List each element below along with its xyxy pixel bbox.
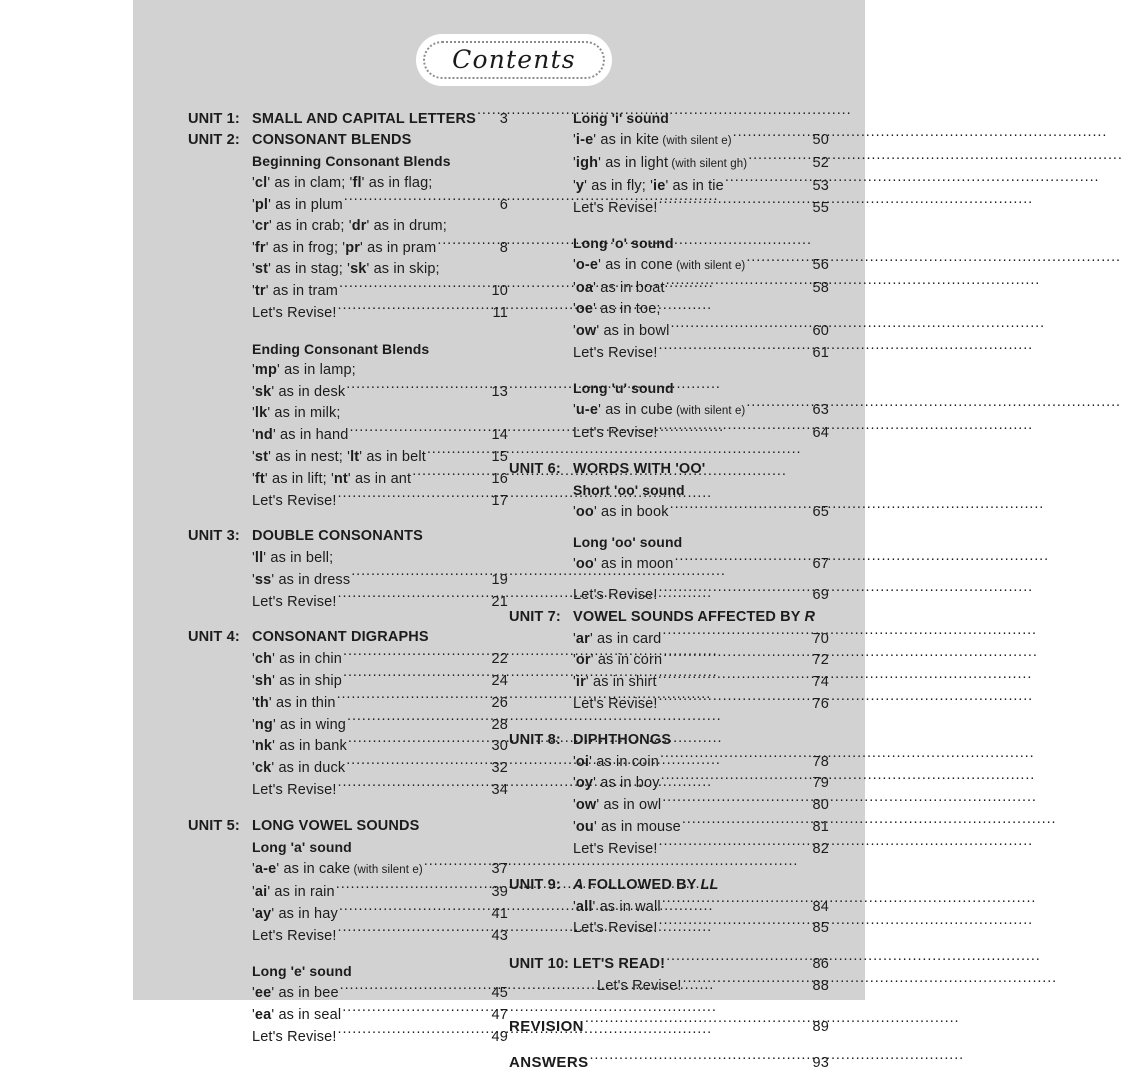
entry-text: 'ir' as in shirt: [573, 674, 657, 691]
page-number: 28: [491, 716, 508, 733]
page-number: 88: [812, 978, 829, 995]
spacer: [509, 219, 829, 233]
toc-unit-row[interactable]: [188, 130, 508, 151]
dot-leader: [346, 381, 490, 396]
page-number: 15: [491, 449, 508, 466]
unit-label: UNIT 4:: [188, 628, 240, 645]
page-number: 61: [812, 345, 829, 362]
toc-unit-row[interactable]: [509, 459, 829, 480]
dot-leader: [659, 343, 812, 358]
page-number: 52: [812, 154, 829, 171]
toc-entry-row[interactable]: [509, 918, 829, 940]
entry-text: 'll' as in bell;: [252, 549, 334, 566]
toc-unit-row[interactable]: [188, 816, 508, 837]
toc-major-row[interactable]: [509, 1016, 829, 1038]
entry-row-body: [573, 554, 829, 576]
page-number: 39: [491, 883, 508, 900]
toc-column-right: [509, 108, 829, 1074]
dot-leader: [337, 692, 491, 707]
page-number: 76: [812, 696, 829, 713]
dot-leader: [659, 585, 812, 600]
entry-text: 'sh' as in ship: [252, 672, 343, 689]
entry-text: 'ou' as in mouse: [573, 819, 681, 836]
entry-note: (with silent e): [672, 259, 746, 272]
unit-label: UNIT 7:: [509, 608, 561, 625]
unit-label: UNIT 2:: [188, 131, 240, 148]
dot-leader: [659, 694, 812, 709]
dot-leader: [427, 447, 491, 462]
toc-entry-row[interactable]: [188, 780, 508, 802]
sound-group-heading: Long 'e' sound: [252, 963, 352, 980]
dot-leader: [682, 817, 812, 832]
toc-entry-row[interactable]: [509, 976, 829, 998]
dot-leader: [342, 1004, 490, 1019]
dot-leader: [670, 502, 812, 517]
page-number: 26: [491, 694, 508, 711]
entry-note: (with silent e): [350, 864, 423, 876]
entry-text: 'ai' as in rain: [252, 883, 335, 900]
entry-text: 'ee' as in bee: [252, 985, 339, 1002]
dot-leader: [666, 277, 812, 292]
unit-label: UNIT 10:: [509, 956, 569, 973]
unit-row-body: [252, 108, 508, 130]
unit-row-body: [252, 816, 508, 837]
entry-text: 'oa' as in boat: [573, 279, 665, 296]
sound-group-heading: Ending Consonant Blends: [252, 340, 430, 357]
page-number: 11: [492, 305, 508, 322]
entry-row-body: [573, 343, 829, 365]
toc-entry-row[interactable]: [188, 591, 508, 613]
unit-title: SMALL AND CAPITAL LETTERS: [252, 110, 476, 127]
unit-title: VOWEL SOUNDS AFFECTED BY R: [573, 608, 816, 625]
unit-label: UNIT 3:: [188, 528, 240, 545]
page-number: 43: [491, 927, 508, 944]
entry-text: 'ck' as in duck: [252, 760, 346, 777]
page-number: 17: [491, 492, 508, 509]
dot-leader: [662, 896, 812, 911]
dot-leader: [347, 714, 490, 729]
entry-note: (with silent e): [659, 134, 732, 147]
entry-text: 'oo' as in moon: [573, 556, 674, 573]
page-number: 58: [812, 279, 829, 296]
page-number: 3: [499, 110, 508, 127]
page-number: 53: [812, 177, 829, 194]
entry-text: Let's Revise!: [252, 593, 337, 610]
spacer: [188, 802, 508, 816]
dot-leader: [339, 281, 491, 296]
dot-leader: [338, 303, 492, 318]
major-section-title: ANSWERS: [509, 1054, 589, 1072]
page-number: 50: [812, 131, 829, 148]
page-number: 14: [491, 427, 508, 444]
page-number: 13: [491, 383, 508, 400]
spacer: [188, 325, 508, 339]
page-number: 19: [491, 571, 508, 588]
unit-label: UNIT 9:: [509, 876, 561, 893]
dot-leader: [339, 903, 491, 918]
page-number: 41: [491, 905, 508, 922]
entry-note: (with silent gh): [668, 157, 748, 170]
dot-leader: [338, 1026, 491, 1041]
major-section-title: REVISION: [509, 1017, 584, 1035]
entry-text: 'i-e' as in kite: [573, 131, 660, 148]
page-title: Contents: [452, 44, 576, 74]
unit-row-body: [573, 459, 829, 480]
page-number: 55: [812, 199, 829, 216]
unit-label: UNIT 8:: [509, 731, 561, 748]
entry-text: 'sk' as in desk: [252, 383, 346, 400]
toc-entry-row[interactable]: [509, 197, 829, 219]
page-number: 70: [812, 630, 829, 647]
toc-entry-row[interactable]: [188, 303, 508, 325]
sound-group-heading: Beginning Consonant Blends: [252, 153, 451, 170]
entry-row-body: [573, 918, 829, 940]
toc-entry-row[interactable]: [509, 585, 829, 607]
page-number: 8: [499, 239, 508, 256]
page-number: 21: [491, 593, 508, 610]
unit-title: LONG VOWEL SOUNDS: [252, 817, 420, 834]
toc-subheading-row: [188, 339, 508, 360]
contents-title-pill: [416, 34, 612, 86]
entry-text: Let's Revise!: [252, 782, 337, 799]
dot-leader: [412, 469, 490, 484]
page-number: 78: [812, 753, 829, 770]
toc-entry-row[interactable]: [509, 277, 829, 299]
entry-text: 'nd' as in hand: [252, 427, 349, 444]
entry-row-body: [573, 502, 829, 524]
entry-text: Let's Revise!: [252, 305, 337, 322]
dot-leader: [346, 758, 490, 773]
unit-title: DIPHTHONGS: [573, 731, 672, 748]
major-row-body: [509, 1016, 829, 1038]
entry-row-body: [573, 694, 829, 716]
page-number: 6: [499, 196, 508, 213]
entry-text: 'st' as in stag; 'sk' as in skip;: [252, 261, 440, 278]
unit-title: A FOLLOWED BY LL: [573, 876, 719, 893]
dot-leader: [349, 425, 490, 440]
spacer: [188, 613, 508, 627]
page-number: 10: [491, 283, 508, 300]
page-number: 65: [812, 504, 829, 520]
unit-row-body: [252, 526, 508, 547]
page-number: 67: [812, 556, 829, 573]
entry-text: 'or' as in corn: [573, 652, 663, 669]
entry-text: 'ft' as in lift; 'nt' as in ant: [252, 471, 412, 487]
dot-leader: [674, 554, 811, 569]
entry-row-body: [252, 194, 508, 216]
entry-text: 'ay' as in hay: [252, 905, 338, 922]
entry-text: Let's Revise!: [252, 927, 337, 944]
entry-text: Let's Revise!: [573, 425, 658, 442]
entry-text: 'all' as in wall: [573, 898, 661, 915]
page-number: 47: [491, 1006, 508, 1023]
entry-row-body: [252, 591, 508, 613]
entry-text: 'th' as in thin: [252, 694, 336, 711]
page-number: 49: [491, 1028, 508, 1045]
unit-title: WORDS WITH 'OO': [573, 460, 706, 477]
unit-title: LET'S READ!: [573, 956, 666, 973]
dot-leader: [343, 670, 490, 685]
entry-text: 'ng' as in wing: [252, 716, 347, 733]
table-of-contents: [133, 108, 865, 1072]
page-number: 93: [812, 1055, 829, 1072]
toc-entry-row[interactable]: [188, 1026, 508, 1048]
page-number: 22: [491, 650, 508, 667]
entry-text: 'o-e' as in cone: [573, 256, 673, 273]
dot-leader: [343, 648, 490, 663]
page-number: 60: [812, 323, 829, 340]
dot-leader: [662, 795, 811, 810]
entry-text: 'ch' as in chin: [252, 650, 343, 667]
page-number: 37: [491, 861, 508, 877]
dot-leader: [424, 859, 491, 874]
entry-text: 'ea' as in seal: [252, 1006, 342, 1023]
dot-leader: [585, 1016, 812, 1031]
unit-title: DOUBLE CONSONANTS: [252, 528, 423, 545]
entry-text: 'mp' as in lamp;: [252, 361, 356, 378]
entry-text: 'y' as in fly; 'ie' as in tie: [573, 177, 724, 194]
page-number: 63: [812, 402, 829, 419]
dot-leader: [437, 237, 498, 252]
entry-text: 'ss' as in dress: [252, 571, 351, 588]
entry-row-body: [573, 277, 829, 299]
sound-group-heading: Long 'i' sound: [573, 110, 669, 126]
entry-text: Let's Revise!: [573, 587, 658, 604]
unit-label: UNIT 6:: [509, 460, 561, 477]
spacer: [509, 445, 829, 459]
dot-leader: [338, 490, 491, 505]
major-row-body: [509, 1052, 829, 1074]
entry-text: Let's Revise!: [573, 696, 658, 713]
dot-leader: [683, 976, 812, 991]
entry-text: 'st' as in nest; 'lt' as in belt: [252, 449, 426, 466]
page-number: 72: [812, 652, 829, 669]
dot-leader: [338, 591, 491, 606]
page-number: 24: [491, 672, 508, 689]
page-number: 84: [812, 898, 829, 915]
dot-leader: [348, 736, 491, 751]
spacer: [188, 512, 508, 526]
page-number: 45: [491, 985, 508, 1002]
entry-text: 'igh' as in light: [573, 154, 669, 171]
page-number: 64: [812, 425, 829, 442]
dot-leader: [338, 780, 491, 795]
dot-leader: [659, 839, 812, 854]
dot-leader: [662, 628, 811, 643]
page-number: 79: [812, 775, 829, 792]
entry-row-body: [252, 925, 508, 947]
entry-row-body: [252, 303, 508, 325]
entry-text: 'ar' as in card: [573, 630, 662, 647]
dot-leader: [746, 400, 811, 415]
page-number: 69: [812, 587, 829, 604]
page-number: 32: [491, 760, 508, 777]
toc-entry-row[interactable]: [188, 925, 508, 947]
toc-entry-row[interactable]: [188, 237, 508, 259]
dot-leader: [733, 129, 812, 144]
page-number: 34: [491, 782, 508, 799]
entry-text: 'nk' as in bank: [252, 738, 347, 755]
dot-leader: [659, 197, 812, 212]
dot-leader: [659, 918, 812, 933]
sound-group-heading: Long 'a' sound: [252, 839, 352, 856]
entry-text: 'pl' as in plum: [252, 196, 343, 213]
entry-row-body: [573, 839, 829, 861]
entry-text: Let's Revise!: [252, 1028, 337, 1045]
spacer: [509, 523, 829, 532]
sound-group-heading: Long 'o' sound: [573, 235, 674, 252]
entry-text: 'a-e' as in cake: [252, 861, 351, 877]
entry-text: 'oi' as in coin: [573, 753, 659, 770]
entry-text: 'tr' as in tram: [252, 283, 338, 300]
page-number: 30: [491, 738, 508, 755]
sound-group-heading: Long 'u' sound: [573, 380, 674, 397]
entry-row-body: [252, 381, 508, 403]
toc-entry-row[interactable]: [509, 554, 829, 576]
unit-label: UNIT 5:: [188, 817, 240, 834]
entry-note: (with silent e): [672, 405, 746, 418]
entry-text: 'oo' as in book: [573, 504, 669, 520]
spacer: [188, 947, 508, 961]
unit-title: CONSONANT BLENDS: [252, 131, 412, 148]
spacer: [509, 716, 829, 730]
entry-row-body: [597, 976, 829, 998]
toc-subheading-row: [188, 151, 508, 172]
entry-row-body: [252, 490, 508, 512]
entry-row-body: [573, 197, 829, 219]
toc-major-row[interactable]: [509, 1052, 829, 1074]
entry-text: 'ow' as in owl: [573, 797, 662, 814]
spacer: [509, 364, 829, 378]
dot-leader: [340, 983, 491, 998]
toc-column-left: [188, 108, 508, 1048]
dot-leader: [338, 925, 491, 940]
page-number: 82: [812, 841, 829, 858]
toc-unit-row[interactable]: [188, 526, 508, 547]
unit-label: UNIT 1:: [188, 110, 240, 127]
dot-leader: [344, 194, 499, 209]
toc-entry-row[interactable]: [188, 490, 508, 512]
page-number: 16: [491, 471, 508, 487]
dot-leader: [746, 254, 811, 269]
dot-leader: [589, 1053, 811, 1068]
header-band: [133, 0, 865, 108]
dot-leader: [670, 321, 811, 336]
page-number: 80: [812, 797, 829, 814]
entry-text: Let's Revise!: [252, 492, 337, 509]
page-number: 86: [812, 956, 829, 973]
dot-leader: [661, 773, 812, 788]
dot-leader: [748, 152, 811, 167]
dot-leader: [660, 751, 812, 766]
contents-sheet: [133, 0, 865, 1072]
entry-text: Let's Revise!: [573, 920, 658, 937]
dot-leader: [663, 650, 811, 665]
entry-text: 'cr' as in crab; 'dr' as in drum;: [252, 218, 447, 235]
entry-row-body: [252, 1026, 508, 1048]
entry-row-body: [573, 585, 829, 607]
entry-text: Let's Revise!: [573, 199, 658, 216]
entry-text: 'lk' as in milk;: [252, 405, 341, 422]
toc-entry-row[interactable]: [509, 839, 829, 861]
toc-entry-row[interactable]: [188, 381, 508, 403]
page-number: 85: [812, 920, 829, 937]
entry-row-body: [252, 237, 508, 259]
entry-row-body: [252, 780, 508, 802]
entry-text: 'fr' as in frog; 'pr' as in pram: [252, 239, 437, 256]
page-number: 74: [812, 674, 829, 691]
toc-entry-row[interactable]: [188, 194, 508, 216]
entry-text: 'oy' as in boy: [573, 775, 660, 792]
sound-group-heading: Long 'oo' sound: [573, 534, 683, 551]
toc-unit-row[interactable]: [188, 108, 508, 130]
sound-group-heading: Short 'oo' sound: [573, 482, 685, 499]
dot-leader: [725, 175, 812, 190]
unit-title: CONSONANT DIGRAPHS: [252, 628, 429, 645]
page-number: 89: [812, 1018, 829, 1035]
dot-leader: [666, 954, 811, 969]
page-number: 56: [812, 256, 829, 273]
page-number: 81: [812, 819, 829, 836]
entry-text: 'ow' as in bowl: [573, 323, 670, 340]
entry-text: 'u-e' as in cube: [573, 402, 673, 419]
toc-entry-row[interactable]: [509, 502, 829, 524]
entry-row-body: [573, 423, 829, 445]
entry-text: Let's Revise!: [573, 345, 658, 362]
dot-leader: [477, 108, 499, 123]
entry-text: 'oe' as in toe;: [573, 301, 661, 318]
entry-text: Let's Revise!: [597, 978, 682, 995]
entry-text: Let's Revise!: [573, 841, 658, 858]
dot-leader: [351, 569, 490, 584]
entry-text: 'cl' as in clam; 'fl' as in flag;: [252, 174, 433, 191]
dot-leader: [658, 672, 812, 687]
dot-leader: [659, 423, 812, 438]
toc-entry-row[interactable]: [509, 343, 829, 365]
spacer: [509, 861, 829, 875]
unit-row-body: [252, 130, 508, 151]
toc-entry-row[interactable]: [509, 423, 829, 445]
dot-leader: [336, 881, 491, 896]
toc-entry-row[interactable]: [509, 694, 829, 716]
